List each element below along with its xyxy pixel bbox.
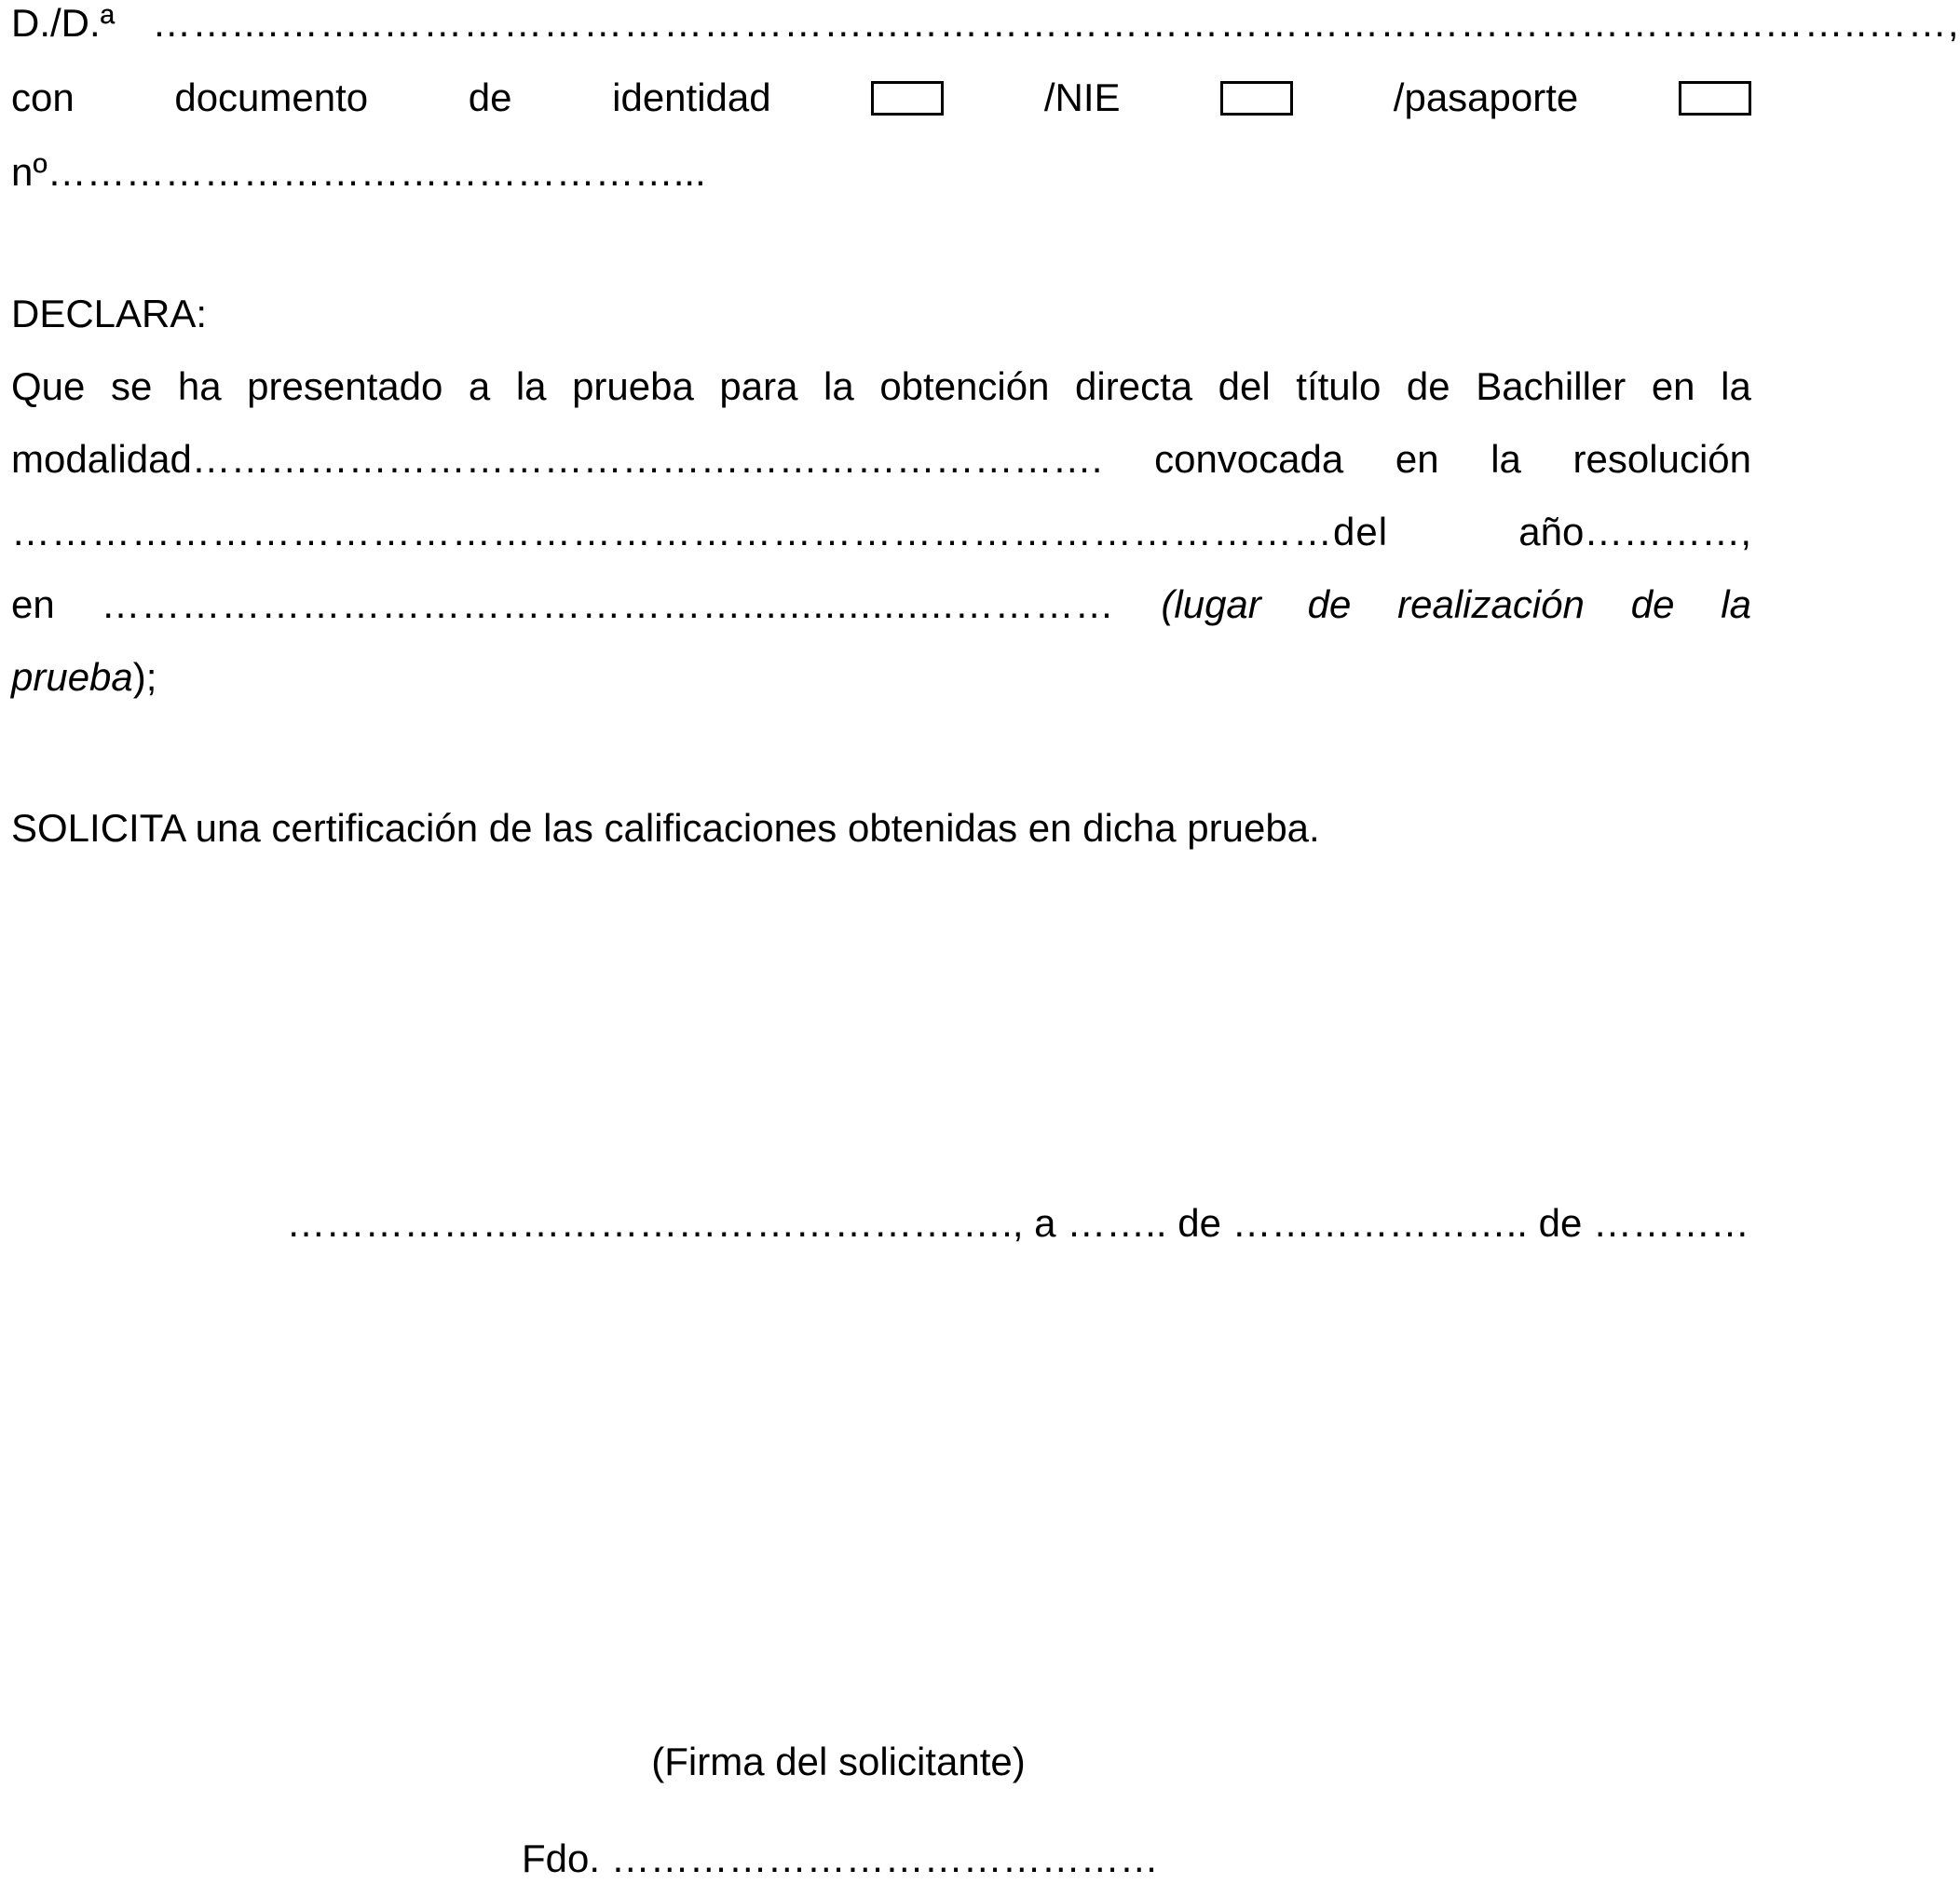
lugar-field[interactable]: …………………………………………..................………… xyxy=(101,582,1115,626)
p4-word: de xyxy=(1630,582,1675,626)
modalidad-field[interactable]: modalidad……………………………………………………………. xyxy=(11,437,1103,481)
p1-word: para xyxy=(719,364,798,408)
p1-word: obtención xyxy=(879,364,1050,408)
p2-word: resolución xyxy=(1572,437,1751,481)
doc-word-1: con xyxy=(11,75,75,119)
doc-word-2: documento xyxy=(174,75,369,119)
nie-checkbox[interactable] xyxy=(1220,81,1293,116)
p1-word: directa xyxy=(1075,364,1193,408)
document-number-field[interactable]: nº…………………………………………... xyxy=(11,150,706,194)
declaration-line-4 xyxy=(11,581,1751,628)
p1-word: la xyxy=(823,364,854,408)
p1-word: en xyxy=(1651,364,1695,408)
document-type-line xyxy=(11,75,1751,121)
p1-word: ha xyxy=(177,364,222,408)
p1-word: prueba xyxy=(572,364,694,408)
p1-word: Bachiller xyxy=(1476,364,1627,408)
p1-word: del xyxy=(1218,364,1271,408)
p1-word: de xyxy=(1406,364,1450,408)
p1-word: la xyxy=(1721,364,1751,408)
p2-word: en xyxy=(1395,437,1439,481)
p4-word: (lugar xyxy=(1161,582,1261,626)
dni-checkbox[interactable] xyxy=(871,81,944,116)
declaration-line-5 xyxy=(11,654,1751,701)
resolucion-field[interactable]: ………………………………………………………………………………………del xyxy=(11,510,1389,553)
p1-word: título xyxy=(1296,364,1382,408)
p4-word: la xyxy=(1721,582,1751,626)
doc-word-3: de xyxy=(468,75,512,119)
p5-rest: ); xyxy=(132,655,157,699)
p1-word: se xyxy=(110,364,153,408)
p4-word: realización xyxy=(1397,582,1585,626)
nie-label: /NIE xyxy=(1043,75,1121,119)
applicant-name-field[interactable]: ……....……..………………………………...………………………………………………………..……..……, xyxy=(152,1,1960,45)
ano-field[interactable]: año…………, xyxy=(1518,510,1751,553)
p2-word: la xyxy=(1490,437,1521,481)
declara-heading: DECLARA: xyxy=(11,292,208,335)
applicant-title-label: D./D.ª xyxy=(11,1,116,45)
declaration-line-2 xyxy=(11,436,1751,483)
declaration-line-3 xyxy=(11,509,1751,555)
p1-word: presentado xyxy=(247,364,443,408)
p5-italic: prueba xyxy=(11,655,133,699)
applicant-name-line xyxy=(11,0,1960,47)
solicita-paragraph: SOLICITA una certificación de las calificaciones obtenidas en dicha prueba. xyxy=(11,806,1320,850)
p4-en: en xyxy=(11,582,55,626)
signature-name-field[interactable]: Fdo. …………………………………… xyxy=(522,1836,1159,1880)
p4-word: de xyxy=(1307,582,1352,626)
date-line[interactable]: …………………………………………….…., a …….. de ………………….. de ………… xyxy=(286,1201,1749,1245)
pasaporte-label: /pasaporte xyxy=(1393,75,1579,119)
doc-word-4: identidad xyxy=(612,75,771,119)
pasaporte-checkbox[interactable] xyxy=(1679,81,1751,116)
signature-caption: (Firma del solicitante) xyxy=(651,1740,1026,1783)
p1-word: la xyxy=(515,364,547,408)
p2-word: convocada xyxy=(1154,437,1344,481)
declaration-line-1 xyxy=(11,363,1751,410)
p1-word: a xyxy=(468,364,491,408)
p1-word: Que xyxy=(11,364,86,408)
